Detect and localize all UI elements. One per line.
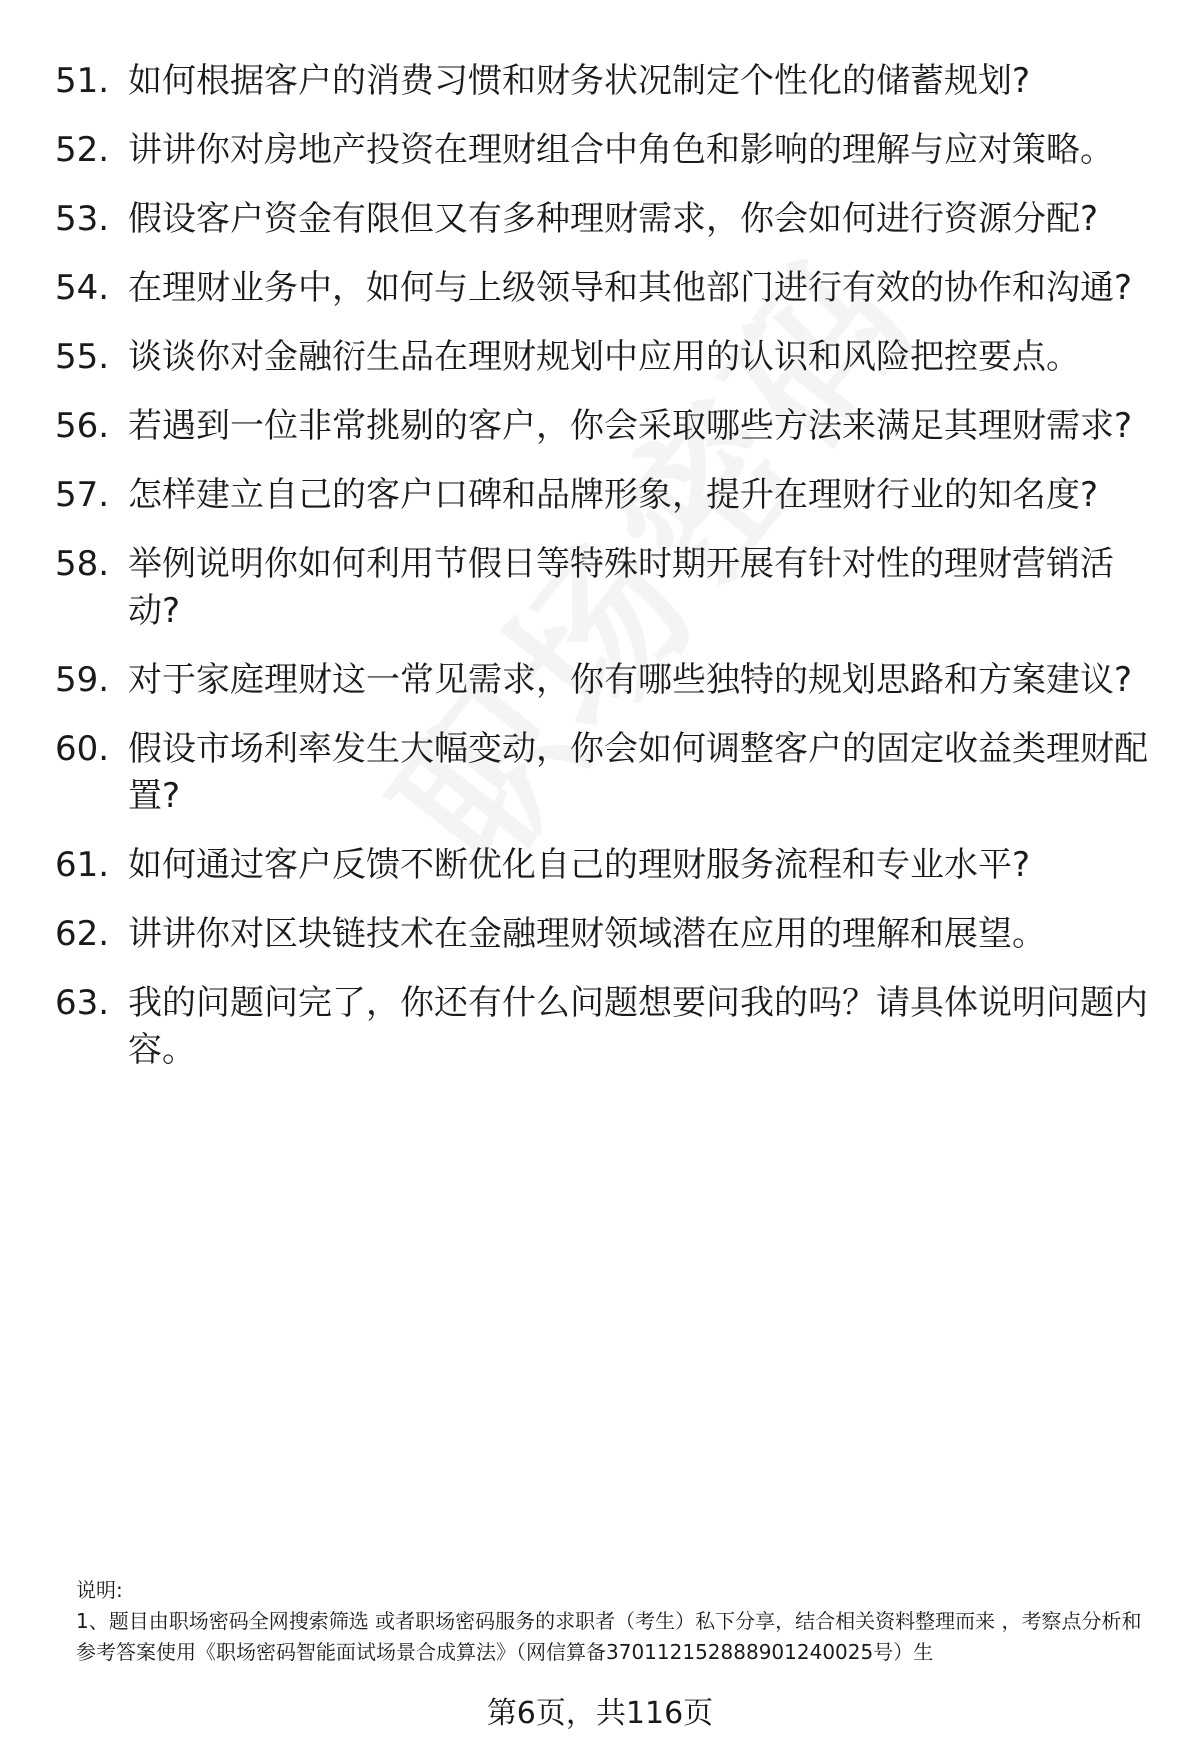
question-number: 63. xyxy=(55,983,110,1023)
question-text: 我的问题问完了，你还有什么问题想要问我的吗？请具体说明问题内容。 xyxy=(128,983,1148,1070)
question-text: 如何根据客户的消费习惯和财务状况制定个性化的储蓄规划? xyxy=(128,61,1031,101)
notes-title: 说明: xyxy=(76,1578,123,1602)
question-number: 57. xyxy=(55,475,110,515)
page-number: 第6页，共116页 xyxy=(486,1696,714,1731)
question-item xyxy=(0,58,1200,105)
question-item xyxy=(0,842,1200,889)
question-number: 55. xyxy=(55,337,110,377)
question-number: 54. xyxy=(55,268,110,308)
question-text: 假设市场利率发生大幅变动，你会如何调整客户的固定收益类理财配置? xyxy=(128,729,1148,816)
question-item xyxy=(0,403,1200,450)
question-item xyxy=(0,726,1200,820)
question-text: 如何通过客户反馈不断优化自己的理财服务流程和专业水平? xyxy=(128,845,1031,885)
notes-body: 1、题目由职场密码全网搜索筛选 或者职场密码服务的求职者（考生）私下分享，结合相关资料整理而来 ，考察点分析和参考答案使用《职场密码智能面试场景合成算法》（网信算备370112152888901240025号）生 xyxy=(76,1609,1142,1664)
question-text: 谈谈你对金融衍生品在理财规划中应用的认识和风险把控要点。 xyxy=(128,337,1080,377)
question-number: 59. xyxy=(55,660,110,700)
question-text: 怎样建立自己的客户口碑和品牌形象，提升在理财行业的知名度? xyxy=(128,475,1099,515)
question-text: 对于家庭理财这一常见需求，你有哪些独特的规划思路和方案建议? xyxy=(128,660,1133,700)
question-item xyxy=(0,541,1200,635)
question-item xyxy=(0,980,1200,1074)
question-item xyxy=(0,472,1200,519)
question-text: 讲讲你对房地产投资在理财组合中角色和影响的理解与应对策略。 xyxy=(128,130,1114,170)
question-number: 58. xyxy=(55,544,110,584)
question-item xyxy=(0,196,1200,243)
question-number: 53. xyxy=(55,199,110,239)
question-number: 62. xyxy=(55,914,110,954)
question-number: 56. xyxy=(55,406,110,446)
question-text: 假设客户资金有限但又有多种理财需求，你会如何进行资源分配? xyxy=(128,199,1099,239)
question-item xyxy=(0,127,1200,174)
question-text: 讲讲你对区块链技术在金融理财领域潜在应用的理解和展望。 xyxy=(128,914,1046,954)
notes-section xyxy=(76,1575,1156,1668)
question-text: 在理财业务中，如何与上级领导和其他部门进行有效的协作和沟通? xyxy=(128,268,1133,308)
question-number: 60. xyxy=(55,729,110,769)
question-item xyxy=(0,334,1200,381)
question-item xyxy=(0,911,1200,958)
question-number: 52. xyxy=(55,130,110,170)
question-item xyxy=(0,265,1200,312)
question-number: 51. xyxy=(55,61,110,101)
question-text: 若遇到一位非常挑剔的客户，你会采取哪些方法来满足其理财需求? xyxy=(128,406,1133,446)
question-list xyxy=(0,58,1200,1096)
question-item xyxy=(0,657,1200,704)
question-text: 举例说明你如何利用节假日等特殊时期开展有针对性的理财营销活动? xyxy=(128,544,1114,631)
question-number: 61. xyxy=(55,845,110,885)
